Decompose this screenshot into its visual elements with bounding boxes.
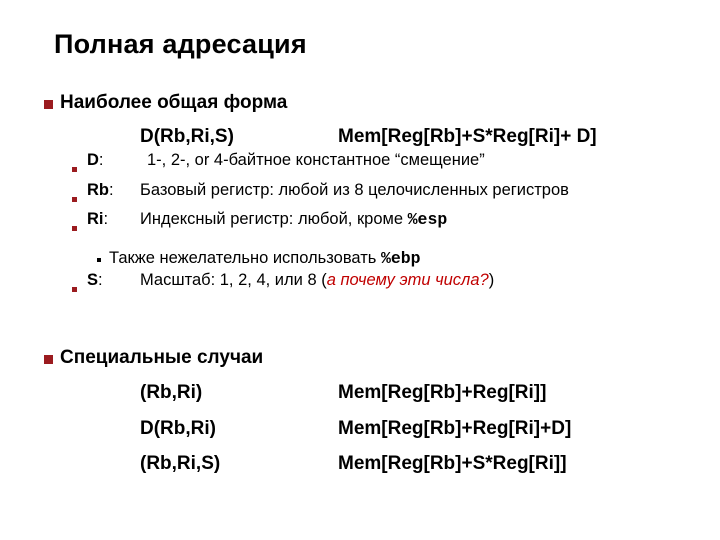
section-heading: Наиболее общая форма bbox=[60, 92, 288, 113]
special-case-row bbox=[0, 418, 720, 442]
formula-left: D(Rb,Ri) bbox=[140, 418, 216, 439]
special-case-row bbox=[0, 382, 720, 406]
item-key: Rb: bbox=[87, 180, 114, 199]
square-bullet-icon bbox=[72, 197, 77, 202]
item-key: S: bbox=[87, 270, 103, 289]
section-special-cases bbox=[44, 347, 263, 369]
question-emphasis: а почему эти числа? bbox=[326, 270, 489, 289]
square-bullet-icon bbox=[72, 226, 77, 231]
section-general-form bbox=[44, 92, 287, 114]
square-bullet-icon bbox=[44, 100, 53, 109]
section-heading: Специальные случаи bbox=[60, 347, 264, 368]
item-key: D: bbox=[87, 150, 104, 169]
square-bullet-icon bbox=[72, 167, 77, 172]
slide-title: Полная адресация bbox=[54, 29, 307, 59]
formula-right: Mem[Reg[Rb]+Reg[Ri]+D] bbox=[338, 418, 572, 439]
formula-left: (Rb,Ri,S) bbox=[140, 453, 221, 474]
register-code: %esp bbox=[407, 209, 448, 229]
item-desc: Базовый регистр: любой из 8 целочисленных регистров bbox=[140, 180, 569, 199]
formula-left: (Rb,Ri) bbox=[140, 382, 203, 403]
item-desc: 1-, 2-, or 4-байтное константное “смещение” bbox=[147, 150, 485, 169]
formula-left: D(Rb,Ri,S) bbox=[140, 126, 234, 147]
small-square-bullet-icon bbox=[97, 258, 101, 262]
register-code: %ebp bbox=[380, 249, 421, 268]
item-key: Ri: bbox=[87, 209, 109, 228]
formula-right: Mem[Reg[Rb]+Reg[Ri]] bbox=[338, 382, 547, 403]
special-case-row bbox=[0, 453, 720, 477]
general-formula bbox=[0, 126, 720, 150]
subitem-desc: Также нежелательно использовать %ebp bbox=[109, 249, 421, 268]
formula-right: Mem[Reg[Rb]+S*Reg[Ri]+ D] bbox=[338, 126, 597, 147]
item-desc: Масштаб: 1, 2, 4, или 8 (а почему эти числа?) bbox=[140, 270, 495, 289]
item-desc: Индексный регистр: любой, кроме %esp bbox=[140, 209, 448, 229]
square-bullet-icon bbox=[72, 287, 77, 292]
formula-right: Mem[Reg[Rb]+S*Reg[Ri]] bbox=[338, 453, 567, 474]
square-bullet-icon bbox=[44, 355, 53, 364]
